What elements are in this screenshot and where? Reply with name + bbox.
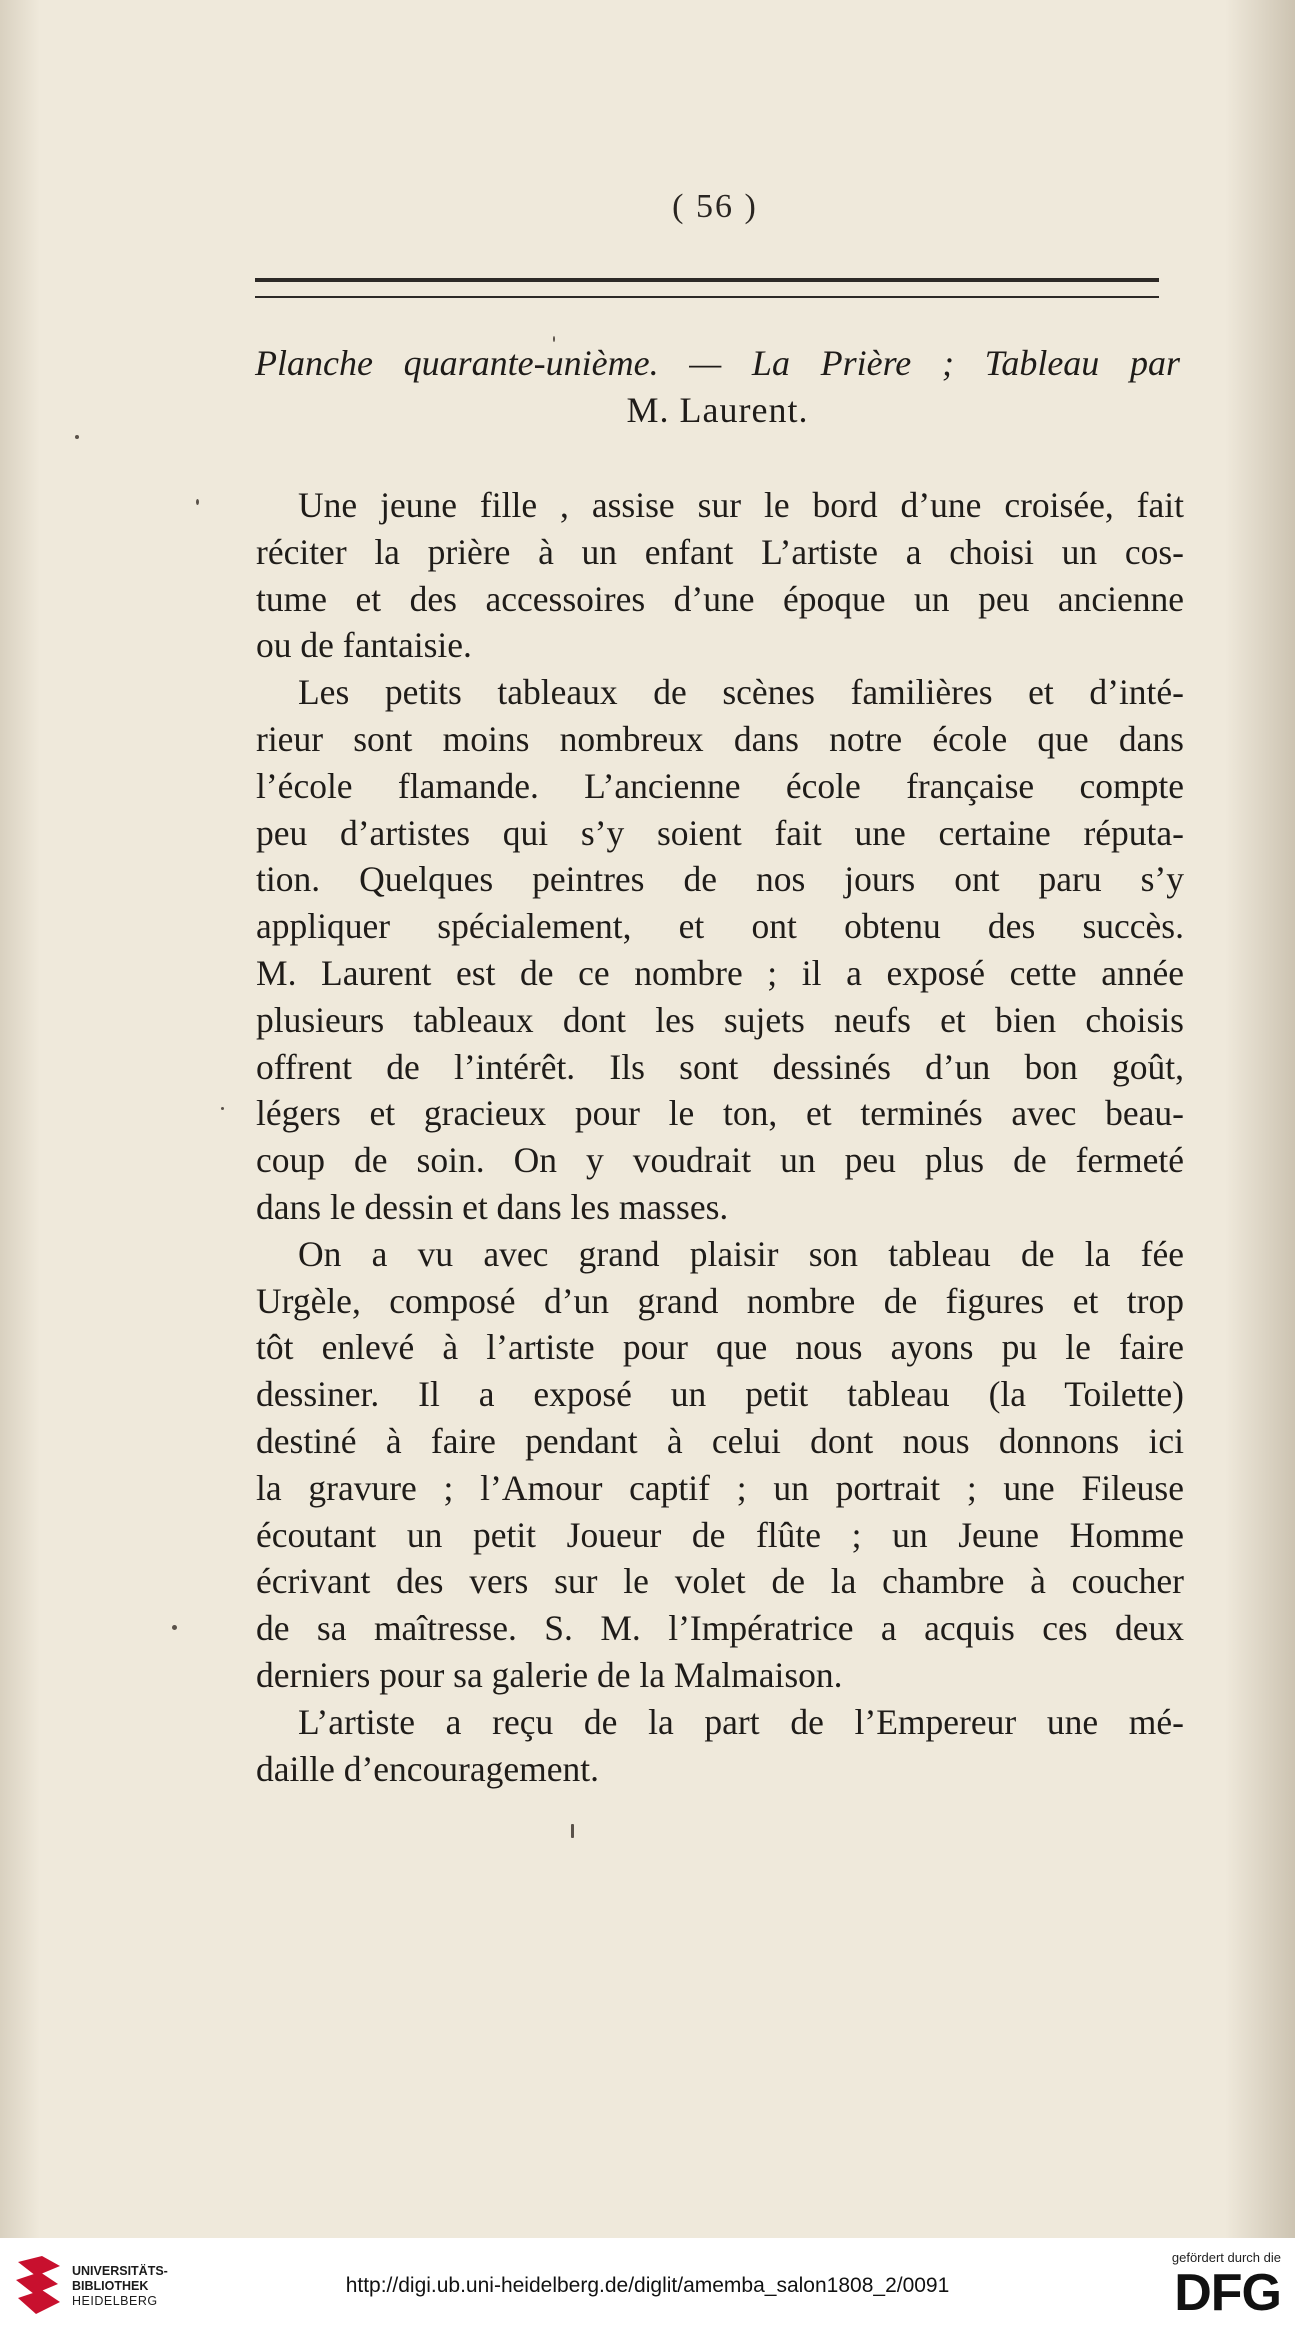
body-text (256, 482, 1184, 1792)
text-line: Urgèle, composé d’un grand nombre de figures et trop (256, 1280, 1184, 1321)
text-line: tôt enlevé à l’artiste pour que nous ayons pu le faire (256, 1327, 1184, 1368)
text-line: écrivant des vers sur le volet de la chambre à coucher (256, 1561, 1184, 1602)
text-line: dans le dessin et dans les masses. (256, 1186, 729, 1227)
plate-heading-title: Planche quarante-unième. — La Prière ; Tableau par (255, 343, 1180, 383)
permalink-url[interactable]: http://digi.ub.uni-heidelberg.de/diglit/amemba_salon1808_2/0091 (345, 2274, 950, 2297)
funder-block (1121, 2250, 1281, 2321)
footer-bar (0, 2238, 1295, 2335)
paper-speck (172, 1625, 177, 1630)
text-line: Une jeune fille , assise sur le bord d’une croisée, fait (298, 485, 1184, 525)
text-line: tion. Quelques peintres de nos jours ont paru s’y (256, 859, 1184, 900)
plate-heading (255, 340, 1180, 434)
text-line: dessiner. Il a exposé un petit tableau (la Toilette) (256, 1374, 1184, 1415)
plate-heading-artist: M. Laurent. (626, 390, 809, 430)
library-name: UNIVERSITÄTS- BIBLIOTHEK HEIDELBERG (72, 2264, 168, 2308)
text-line: coup de soin. On y voudrait un peu plus de fermeté (256, 1140, 1184, 1181)
paper-speck (221, 1107, 224, 1110)
paper-speck (75, 435, 79, 439)
text-line: offrent de l’intérêt. Ils sont dessinés d’un bon goût, (256, 1046, 1184, 1087)
text-line: la gravure ; l’Amour captif ; un portrait ; une Fileuse (256, 1467, 1184, 1508)
text-line: M. Laurent est de ce nombre ; il a exposé cette année (256, 952, 1184, 993)
page-number: ( 56 ) (672, 188, 758, 225)
text-line: appliquer spécialement, et ont obtenu des succès. (256, 906, 1184, 947)
page-edge-shadow-left (0, 0, 40, 2238)
header-rule-thin (255, 296, 1159, 298)
page-edge-shadow-right (1225, 0, 1295, 2238)
text-line: réciter la prière à un enfant L’artiste a choisi un cos- (256, 531, 1184, 572)
funding-caption: gefördert durch die (1171, 2250, 1281, 2265)
text-line: L’artiste a reçu de la part de l’Empereur une mé- (298, 1701, 1184, 1742)
dfg-logo: DFG (1174, 2264, 1281, 2322)
text-line: rieur sont moins nombreux dans notre école que dans (256, 718, 1184, 759)
text-line: écoutant un petit Joueur de flûte ; un Jeune Homme (256, 1514, 1184, 1555)
text-line: l’école flamande. L’ancienne école française compte (256, 765, 1184, 806)
text-line: ou de fantaisie. (256, 625, 472, 666)
text-line: Les petits tableaux de scènes familières et d’inté- (298, 672, 1184, 713)
text-line: tume et des accessoires d’une époque un peu ancienne (256, 578, 1184, 619)
text-line: On a vu avec grand plaisir son tableau de la fée (298, 1233, 1184, 1274)
text-line: destiné à faire pendant à celui dont nous donnons ici (256, 1420, 1184, 1461)
paper-speck (553, 336, 555, 342)
text-line: peu d’artistes qui s’y soient fait une certaine réputa- (256, 812, 1184, 853)
text-line: derniers pour sa galerie de la Malmaison. (256, 1654, 843, 1695)
header-rule-thick (255, 278, 1159, 282)
paper-speck (196, 499, 199, 505)
text-line: daille d’encouragement. (256, 1748, 600, 1789)
text-line: légers et gracieux pour le ton, et terminés avec beau- (256, 1093, 1184, 1134)
paper-speck (571, 1824, 574, 1838)
text-line: plusieurs tableaux dont les sujets neufs et bien choisis (256, 999, 1184, 1040)
text-line: de sa maîtresse. S. M. l’Impératrice a acquis ces deux (256, 1608, 1184, 1649)
